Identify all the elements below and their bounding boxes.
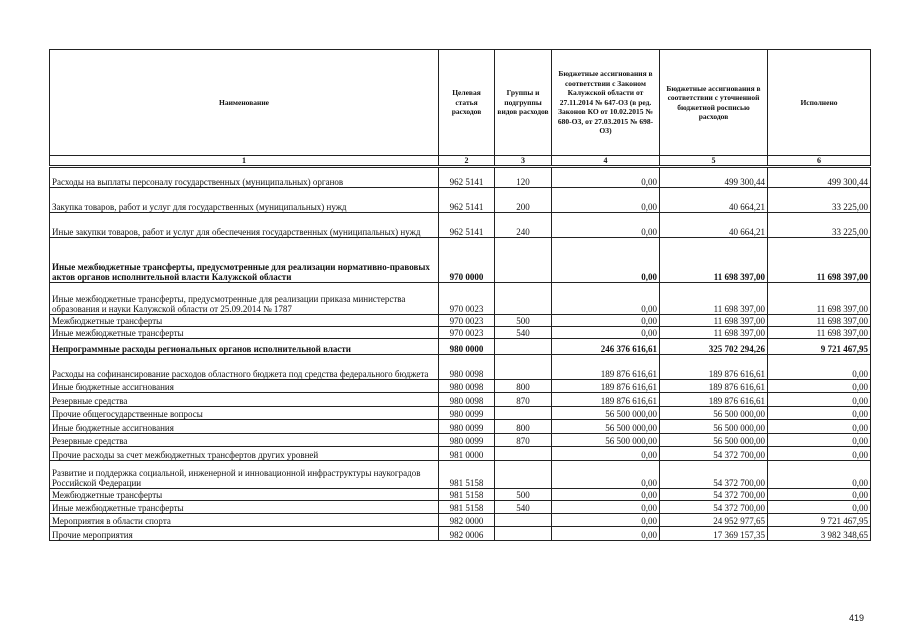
cell-executed: 11 698 397,00: [768, 283, 871, 315]
cell-target: 980 0098: [439, 380, 495, 393]
cell-group: 500: [495, 489, 552, 501]
header-name: Наименование: [50, 50, 439, 156]
cell-target: 981 5158: [439, 489, 495, 501]
cell-executed: 33 225,00: [768, 213, 871, 238]
cell-group: 200: [495, 188, 552, 213]
cell-executed: 11 698 397,00: [768, 327, 871, 339]
cell-executed: 0,00: [768, 355, 871, 380]
cell-group: 870: [495, 393, 552, 407]
table-row: [50, 238, 871, 283]
cell-law: 0,00: [552, 489, 660, 501]
cell-refined: 56 500 000,00: [660, 407, 768, 420]
cell-group: [495, 461, 552, 489]
cell-refined: 11 698 397,00: [660, 238, 768, 283]
cell-executed: 11 698 397,00: [768, 238, 871, 283]
cell-target: 980 0099: [439, 434, 495, 447]
cell-name: Иные бюджетные ассигнования: [50, 380, 439, 393]
cell-executed: 33 225,00: [768, 188, 871, 213]
cell-executed: 0,00: [768, 447, 871, 461]
cell-target: 981 5158: [439, 501, 495, 514]
cell-executed: 0,00: [768, 434, 871, 447]
cell-executed: 9 721 467,95: [768, 514, 871, 527]
cell-name: Прочие общегосударственные вопросы: [50, 407, 439, 420]
cell-target: 970 0023: [439, 315, 495, 327]
cell-executed: 499 300,44: [768, 167, 871, 188]
cell-refined: 499 300,44: [660, 167, 768, 188]
cell-target: 970 0023: [439, 283, 495, 315]
table-body: [50, 167, 871, 541]
cell-group: 500: [495, 315, 552, 327]
cell-group: [495, 527, 552, 541]
cell-name: Межбюджетные трансферты: [50, 315, 439, 327]
column-number: 2: [439, 156, 495, 167]
cell-group: 240: [495, 213, 552, 238]
cell-refined: 11 698 397,00: [660, 327, 768, 339]
cell-name: Мероприятия в области спорта: [50, 514, 439, 527]
cell-refined: 54 372 700,00: [660, 489, 768, 501]
column-number-row: [50, 156, 871, 167]
table-row: [50, 489, 871, 501]
cell-target: 981 5158: [439, 461, 495, 489]
cell-target: 962 5141: [439, 167, 495, 188]
cell-law: 56 500 000,00: [552, 434, 660, 447]
cell-refined: 54 372 700,00: [660, 447, 768, 461]
table-row: [50, 461, 871, 489]
cell-refined: 40 664,21: [660, 213, 768, 238]
cell-group: 540: [495, 327, 552, 339]
cell-name: Расходы на софинансирование расходов областного бюджета под средства федерального бюджета: [50, 355, 439, 380]
cell-refined: 11 698 397,00: [660, 283, 768, 315]
cell-target: 962 5141: [439, 188, 495, 213]
cell-name: Иные межбюджетные трансферты: [50, 327, 439, 339]
cell-target: 981 0000: [439, 447, 495, 461]
cell-name: Иные межбюджетные трансферты: [50, 501, 439, 514]
cell-name: Непрограммные расходы региональных органов исполнительной власти: [50, 339, 439, 355]
header-target: Целевая статья расходов: [439, 50, 495, 156]
cell-law: 0,00: [552, 514, 660, 527]
cell-target: 962 5141: [439, 213, 495, 238]
cell-law: 0,00: [552, 501, 660, 514]
cell-refined: 24 952 977,65: [660, 514, 768, 527]
table-row: [50, 188, 871, 213]
cell-name: Иные межбюджетные трансферты, предусмотренные для реализации нормативно-правовых актов органов исполнительной власти Калужской области: [50, 238, 439, 283]
cell-refined: 40 664,21: [660, 188, 768, 213]
column-number: 3: [495, 156, 552, 167]
cell-target: 980 0099: [439, 407, 495, 420]
column-number: 4: [552, 156, 660, 167]
cell-group: 800: [495, 380, 552, 393]
budget-table: [49, 49, 871, 541]
cell-name: Иные межбюджетные трансферты, предусмотренные для реализации приказа министерства образования и науки Калужской области от 25.09.2014 № 1787: [50, 283, 439, 315]
cell-target: 970 0023: [439, 327, 495, 339]
table-row: [50, 447, 871, 461]
cell-refined: 189 876 616,61: [660, 393, 768, 407]
cell-refined: 189 876 616,61: [660, 380, 768, 393]
cell-name: Иные закупки товаров, работ и услуг для обеспечения государственных (муниципальных) нужд: [50, 213, 439, 238]
column-number: 6: [768, 156, 871, 167]
cell-group: 870: [495, 434, 552, 447]
table-row: [50, 527, 871, 541]
page-number: 419: [848, 613, 864, 623]
cell-name: Иные бюджетные ассигнования: [50, 420, 439, 434]
cell-law: 56 500 000,00: [552, 407, 660, 420]
cell-target: 970 0000: [439, 238, 495, 283]
header-row: [50, 50, 871, 156]
cell-target: 982 0000: [439, 514, 495, 527]
cell-refined: 11 698 397,00: [660, 315, 768, 327]
cell-group: 120: [495, 167, 552, 188]
cell-executed: 0,00: [768, 407, 871, 420]
table-row: [50, 393, 871, 407]
cell-refined: 17 369 157,35: [660, 527, 768, 541]
cell-executed: 9 721 467,95: [768, 339, 871, 355]
cell-law: 189 876 616,61: [552, 393, 660, 407]
cell-executed: 0,00: [768, 380, 871, 393]
cell-law: 0,00: [552, 527, 660, 541]
cell-name: Закупка товаров, работ и услуг для государственных (муниципальных) нужд: [50, 188, 439, 213]
cell-law: 0,00: [552, 167, 660, 188]
cell-name: Расходы на выплаты персоналу государственных (муниципальных) органов: [50, 167, 439, 188]
cell-executed: 11 698 397,00: [768, 315, 871, 327]
cell-executed: 0,00: [768, 393, 871, 407]
cell-group: 800: [495, 420, 552, 434]
column-number: 5: [660, 156, 768, 167]
cell-law: 0,00: [552, 461, 660, 489]
cell-refined: 54 372 700,00: [660, 461, 768, 489]
table-row: [50, 283, 871, 315]
table-row: [50, 315, 871, 327]
table-row: [50, 327, 871, 339]
cell-group: [495, 283, 552, 315]
cell-law: 56 500 000,00: [552, 420, 660, 434]
cell-executed: 3 982 348,65: [768, 527, 871, 541]
header-groups: Группы и подгруппы видов расходов: [495, 50, 552, 156]
header-law: Бюджетные ассигнования в соответствии с Законом Калужской области от 27.11.2014 № 647-ОЗ (в ред. Законов КО от 10.02.2015 № 680-ОЗ, от 27.03.2015 № 698-ОЗ): [552, 50, 660, 156]
table-row: [50, 339, 871, 355]
cell-law: 189 876 616,61: [552, 355, 660, 380]
cell-group: [495, 447, 552, 461]
cell-law: 0,00: [552, 447, 660, 461]
cell-group: [495, 339, 552, 355]
cell-target: 980 0098: [439, 393, 495, 407]
cell-executed: 0,00: [768, 501, 871, 514]
cell-law: 0,00: [552, 315, 660, 327]
table-row: [50, 434, 871, 447]
cell-target: 980 0099: [439, 420, 495, 434]
cell-group: [495, 355, 552, 380]
table-row: [50, 514, 871, 527]
cell-name: Резервные средства: [50, 434, 439, 447]
cell-law: 0,00: [552, 188, 660, 213]
table-row: [50, 501, 871, 514]
table-row: [50, 355, 871, 380]
table-row: [50, 213, 871, 238]
cell-law: 189 876 616,61: [552, 380, 660, 393]
cell-target: 980 0000: [439, 339, 495, 355]
cell-executed: 0,00: [768, 420, 871, 434]
cell-law: 0,00: [552, 213, 660, 238]
cell-executed: 0,00: [768, 489, 871, 501]
cell-name: Прочие мероприятия: [50, 527, 439, 541]
column-number: 1: [50, 156, 439, 167]
cell-law: 0,00: [552, 283, 660, 315]
header-executed: Исполнено: [768, 50, 871, 156]
table-row: [50, 407, 871, 420]
table-row: [50, 420, 871, 434]
cell-executed: 0,00: [768, 461, 871, 489]
cell-group: 540: [495, 501, 552, 514]
cell-refined: 56 500 000,00: [660, 434, 768, 447]
cell-name: Прочие расходы за счет межбюджетных трансфертов других уровней: [50, 447, 439, 461]
cell-name: Межбюджетные трансферты: [50, 489, 439, 501]
table-row: [50, 380, 871, 393]
cell-target: 980 0098: [439, 355, 495, 380]
cell-law: 0,00: [552, 327, 660, 339]
cell-refined: 56 500 000,00: [660, 420, 768, 434]
cell-name: Резервные средства: [50, 393, 439, 407]
table-row: [50, 167, 871, 188]
cell-refined: 54 372 700,00: [660, 501, 768, 514]
cell-refined: 325 702 294,26: [660, 339, 768, 355]
header-refined: Бюджетные ассигнования в соответствии с уточненной бюджетной росписью расходов: [660, 50, 768, 156]
cell-law: 246 376 616,61: [552, 339, 660, 355]
cell-group: [495, 514, 552, 527]
cell-law: 0,00: [552, 238, 660, 283]
cell-group: [495, 407, 552, 420]
cell-refined: 189 876 616,61: [660, 355, 768, 380]
cell-group: [495, 238, 552, 283]
cell-name: Развитие и поддержка социальной, инженерной и инновационной инфраструктуры наукоградов Российской Федерации: [50, 461, 439, 489]
cell-target: 982 0006: [439, 527, 495, 541]
